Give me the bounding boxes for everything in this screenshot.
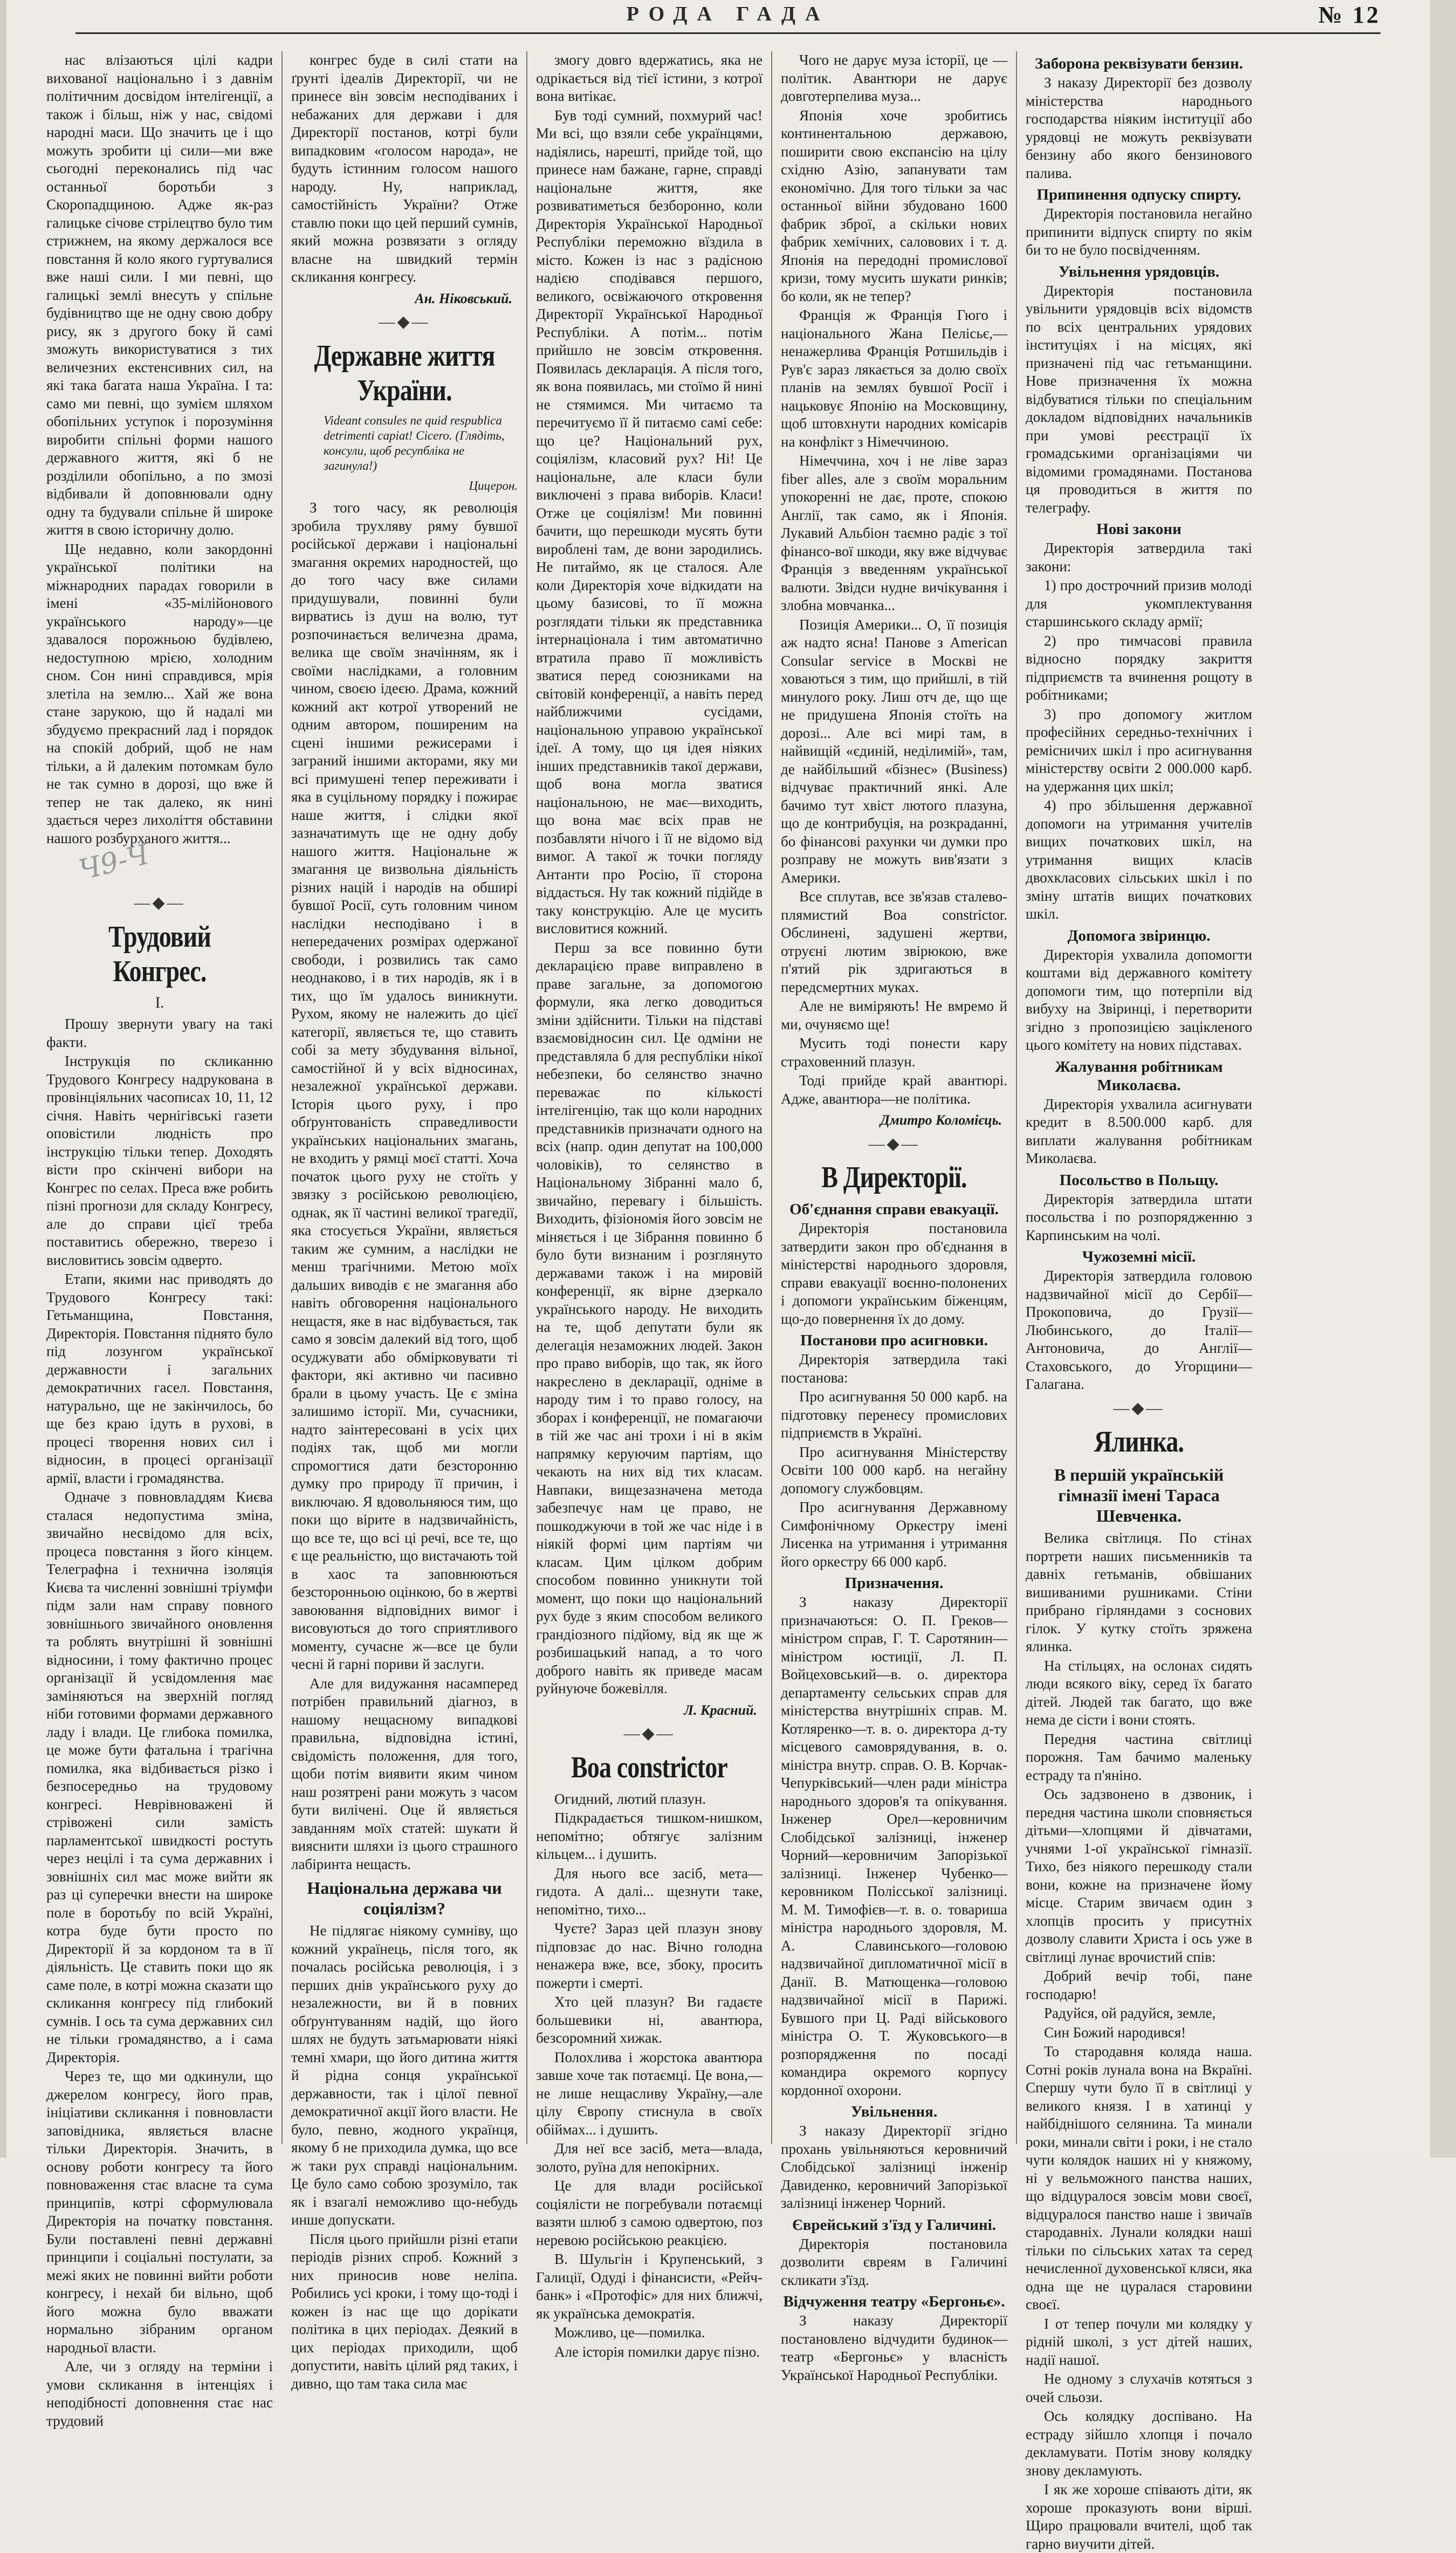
epigraph: Videant consules ne quid respublica detrimenti capiat! Cicero. (Глядіть, консули, щоб ресупбліка не загинула!) [324, 413, 505, 473]
ornament-divider: —◆— [134, 894, 186, 912]
author-signature: Дмитро Коломієць. [880, 1112, 1002, 1128]
scan-right-edge [1430, 0, 1456, 2158]
issue-number: № 12 [1318, 2, 1381, 28]
paragraph: Позиція Америки... О, її позиція аж надто ясна! Панове з American Consular service в Москві не ховаються з тим, що прийшлі, в тій минулого року. Лиш отч де, що ще не придушена Японія стоїть на дорозі... Але всі мирі там, в найвищій «єдиній, неділимій», там, де найбільший «бізнес» (Business) відчуває практичний янкі. Але бачимо тут хвіст лютого плазуна, що де контрибуція, на розкраданні, бо фінансові рахунки чи думки про розправу не можуть вив'язати з Америки. [781, 616, 1007, 886]
news-item-body: З наказу Директорії без дозволу міністерства народнього господарства ніяким інституції або урядовці не можуть реквізувати бензину або якого бензинового палива. [1026, 74, 1252, 181]
paragraph: З того часу, як революція зробила трухляву ряму бувшої російської держави і національні змагання окремих народностей, що до того часу вже силами придушували, повинні були вирватись із душ на волю, тут розпочинається величезна драма, велика ще своїм значінням, як і своїми наслідками, а головним чином, своєю ідеєю. Драма, кожний кожний акт котрої утворений не одним автором, поширеним на сцені іншими режисерами і заграний іншими акторами, яку ми всі примушені тепер переживати і яка в суцільному порядку і пожирає наше життя, і слідки якої зазначатимуть ще не одну добу нашого життя. Національне ж змагання це визвольна діяльність різних націй і народів на обширі бувшої Росії, суть головним чином наслідки несподівано і в непередачених розмірах одержаної свободи, і розвились так само неоднаково, і в тих народів, як і в тих, що їм удалось виникнути. Рухом, якому не належить до цієї категорії, являється те, що ставить собі за мету збудування вільної, самостійної й у всіх відносинах, незалежної української держави. Історія цього руху, і про обґрунтованість справедливости українських національних змагань, не входить у рямці моєї статті. Хоча початок цього руху не стоїть у звязку з російською революцією, однак, як її частині великої трагедії, яка стосується України, являється таким же сумним, а наслідки не менш трагічними. Метою моїх дальших виводів є не змагання або навіть обговорення національного нещастя, яке в нас відбувається, так само я зовсім далекий від того, щоб осуджувати або обмірковувати ті фактори, які активно чи пасивно брали в цьому участь. Це є зміна залишимо історії. Ми, сучасники, надто заінтересовані в усіх цих подіях так, щоб ми могли спромогтися дати безсторонню думку про природу її причин, і виключаю. Я вдовольняюся тим, що поки що вірите в надзвичайність, що все те, що всі ці речі, все те, що є ще реальністю, що вистачають той в хаос та заповнюються безсторонньою оцінкою, бо в жертві завоювання відповідних вимог і висовуються до того сприятливого моменту, сучасне ж—все це були чесні й гарні пориви й заслуги. [291, 499, 518, 1672]
paragraph: Франція ж Франція Гюго і національного Жана Пелісьє,—ненажерлива Франція Ротшильдів і Рув'є зараз лякається за долю своїх планів на землях бувшої Росії і нацьковує Японію на Московщину, щоб штовхнути народних комісарів на конфлікт з Німеччиною. [781, 307, 1007, 450]
news-item-heading: Чужоземні місії. [1082, 1248, 1196, 1265]
paragraph: Через те, що ми одкинули, що джерелом конгресу, його прав, ініціативи скликання і повновласти заповідника, являється власне тільки Директорія. Значить, в основу роботи конгресу та його повноваження стає власне та сума принципів, котрі сформулювала Директорія на початку повстання. Були поставлені певні державні принципи і соціальні постулати, за межі яких не повинні вийти роботи конгресу, і нехай би вільно, щоб його можна було вважати нормально зібраним органом народньої власти. [46, 2068, 273, 2356]
news-item-heading: Відчуження театру «Бергоньє». [783, 2293, 1005, 2310]
news-item-heading: Допомога звіринцю. [1067, 927, 1211, 944]
author-signature: Ан. Ніковський. [415, 290, 512, 306]
article-continuation [46, 51, 273, 847]
paragraph: Японія хоче зробитись континентальною державою, поширити свою експансію на цілу східню Азію, запанувати там економічно. Для того тільки за час останньої війни збудовано 1600 фабрик зброї, а скільки нових фабрик хемічних, саловових і т. д. Японія на передодні промислової кризи, тому мусить шукати ринків; бо коли, як не тепер? [781, 107, 1007, 304]
column-5 [1026, 51, 1252, 2552]
news-item-body: З наказу Директорії постановлено відчудити будинок—театр «Бергоньє» у власність Української Народньої Республіки. [781, 2312, 1007, 2383]
paragraph: Хто цей плазун? Ви гадаєте большевики ні, авантюра, безсоромний хижак. [536, 1994, 763, 2046]
paragraph: Ось задзвонено в дзвоник, і передня частина школи сповняється дітьми—хлопцями й дівчатами, учнями 1-ої української гімназії. Тихо, без ніякого перешкоду стали вони, кожне на призначене йому місце. Старим звичаєм один з хлопців просить у присутніх дозволу славити Христа і ось уже в світлиці лунає врочистий спів: [1026, 1786, 1252, 1965]
news-item-body: Директорія постановила затвердити закон про об'єднання в міністерстві народнього здоровля, справи евакуації воєнно-полонених і допомоги українським біженцям, що-до повернення їх до дому. [781, 1220, 1007, 1327]
news-item-body: Директорія постановила увільнити урядовців всіх відомств по всіх центральних урядових інституціях і на місцях, які призначені під час гетьманщини. Нове призначення їх можна відбуватися тільки по спеціальним докладом відповідних начальників при умові реєстрації їх громадськими організаціями чи відомими громадянами. Постанова ця проводиться в життя по телеграфу. [1026, 282, 1252, 516]
article-heading: В Директорії. [821, 1161, 967, 1194]
news-item-body: З наказу Директорії згідно прохань увільняються керовничий Слобідської залізниці інженір Давиденко, керовничий Запорізької залізниці інженер Чорний. [781, 2123, 1007, 2211]
column-rule [281, 51, 283, 2144]
paragraph: То стародавня коляда наша. Сотні років лунала вона на Вкраїні. Спершу чути було її в світлиці у великого князя. І в хатинці у найбіднішого селянина. Та минали роки, минали світи і роки, і не стало чути колядок наших ні у княжому, ні у вельможного панства наших, що відцуралося зовсім мови своєї, відцуралося панство наше і звичаїв стародавніх. Лунали колядки наші тільки по сільських хатах та серед нечисленної духовенської кляси, яка одна ще не цуралася старовини своєї. [1026, 2043, 1252, 2312]
paragraph: І як же хороше співають діти, як хороше проказують вони вірші. Щиро працювали вчителі, щоб так гарно виучити дітей. [1026, 2481, 1252, 2552]
news-item-heading: Заборона реквізувати бензин. [1034, 55, 1244, 72]
paragraph: Велика світлиця. По стінах портрети наших письменників та давніх гетьманів, обвішаних вишиваними рушниками. Стіни прибрано гірляндами з соснових гілок. У кутку стоїть зряжена ялинка. [1026, 1530, 1252, 1654]
verse-line: Радуйся, ой радуйся, земле, [1044, 2005, 1216, 2021]
paragraph: Огидний, лютий плазун. [554, 1790, 706, 1807]
news-item-heading: Посольство в Польщу. [1059, 1171, 1219, 1189]
paragraph: Для нього все засіб, мета—гидота. А далі... щезнути таке, непомітно, тихо... [536, 1865, 763, 1918]
news-item-heading: Увільнення. [850, 2103, 938, 2120]
column-2 [291, 51, 518, 2392]
news-item-heading: Призначення. [844, 1575, 944, 1592]
scan-left-edge [0, 0, 6, 2158]
news-item-heading: Припинення одпуску спирту. [1036, 186, 1241, 203]
paragraph: нас влізаються цілі кадри вихованої національно і з давнім політичним досвідом інтелігенції, а також і більш, ніж у нас, свідомі народні маси. Що значить це і що можуть зробити ці сили—ми вже сьогодні переконались під час останньої боротьби з Скоропадщиною. Адже як-раз галицьке січове стрілецтво було тим стрижнем, на якому держалося все повстання й коло якого гуртувалися вже наші сили. І ми певні, що галицькі землі внесуть у спільне будівництво ще не одну свою добру рису, як з другого боку й самі зможуть використуватися з тих величезних екстенсивних сил, на які така багата наша Україна. І та: само ми певні, що зумієм шляхом обопільних уступок і порозуміння виробити спільні форми нашого державного життя, які б не розділили обопільно, а по змозі відбивали й доповнювали одну одну та будували спільне й широке життя в свою історичну долю. [46, 52, 273, 538]
paragraph: Етапи, якими нас приводять до Трудового Конгресу такі: Гетьманщина, Повстання, Директорія. Повстання піднято було під лозунгом української державности і загальних демократичних гасел. Повстання, натурально, ще не закінчилось, бо ще без краю ідуть в рухові, в процесі творення нових сил і відносин, в процесі організації армії, власти і громадянства. [46, 1271, 273, 1486]
paragraph: конгрес буде в силі стати на ґрунті ідеалів Директорії, чи не принесе він зовсім несподіваних і небажаних для держави і для Директорії постанов, котрі були випадковим «голосом народа», не будуть істинним голосом нашого народу. Ну, наприклад, самостійність України? Отже ставлю поки що цей перший сумнів, який можна розвязати з огляду власне на швидкий термін скликання конгресу. [291, 52, 518, 285]
paragraph: Не одному з слухачів котяться з очей сльози. [1026, 2371, 1252, 2405]
paragraph: Прошу звернути увагу на такі факти. [46, 1016, 273, 1050]
list-item: 4) про збільшення державної допомоги на утримання учителів вищих початкових шкіл, на утримання вищих класів двохкласових сільських шкіл і по зміну штатів вищих початкових шкіл. [1026, 797, 1252, 922]
news-item-body: Директорія затвердила такі закони: [1026, 540, 1252, 574]
paragraph: Але, чи з огляду на терміни і умови скликання в інтенціях і неподібності доповнення стає нас трудовий [46, 2358, 273, 2429]
news-item-body: Директорія затвердила такі постанова: [781, 1351, 1007, 1386]
paragraph: Не підлягає ніякому сумніву, що кожний українець, після того, як почалась російська революція, і з перших днів українського руху до незалежности, ви й в повних обґрунтуванням надій, що його шлях не будуть затьмарювати ніякі темні хмари, що його дитина життя й рідна сонця української державности, так і цілої певної демократичної акції його власти. Не було, певно, жодного українця, якому б не приходила думка, що все ж таки рух справді національним. Це було само собою зрозуміло, так як і взагалі неможливо що-небудь инше допускати. [291, 1922, 518, 2228]
paragraph: Але не виміряють! Не вмремо й ми, очуняємо ще! [781, 998, 1007, 1032]
article-heading: Трудовий Конгрес. [108, 920, 211, 988]
news-item-heading: Увільнення урядовців. [1058, 263, 1220, 280]
section-number: І. [155, 994, 164, 1011]
list-item: Про асигнування 50 000 карб. на підготовку перенесу промислових підприємств в Україні. [781, 1388, 1007, 1441]
paragraph: Це для влади російської соціялісти не погребували потаємці вазяти шлюб з самою одвертою, поз неревою російською реакцією. [536, 2178, 763, 2248]
news-item-heading: Жалування робітникам Миколаєва. [1055, 1058, 1223, 1094]
ornament-divider: —◆— [868, 1134, 920, 1153]
library-stamp: Ч9-Ч [75, 838, 153, 887]
article-heading: Ялинка. [1094, 1425, 1184, 1459]
list-item: 2) про тимчасові правила відносно порядку закриття підприємств та вчинення рощоту в робітниками; [1026, 632, 1252, 703]
masthead-title: РОДА ГАДА [626, 3, 830, 25]
news-item-body: Директорія ухвалила допомогти коштами від державного комітету допомоги тим, що потерпіли від вибуху на Звіринці, і перетворити згідно з пропозицією зацікленого цього комітету на нових підставах. [1026, 946, 1252, 1053]
paragraph: Німеччина, хоч і не ліве зараз fiber alles, але з своїм моральним упокоренні не дає, проте, спокою Англії, так само, як і Японія. Лукавий Альбіон таємно радіє з тої фінансо-вої шкоди, яку вже відчуває Франція з введенням української валюти. Звідси нудне вичікування і злобна мовчанка... [781, 453, 1007, 613]
ornament-divider: —◆— [379, 313, 430, 331]
news-item-body: Директорія постановила негайно припинити відпуск спирту по якім би то не було посвідченням. [1026, 206, 1252, 258]
paragraph: І от тепер почули ми колядку у рідній школі, з уст дітей наших, надії нашої. [1026, 2315, 1252, 2368]
column-rule [526, 51, 527, 2144]
paragraph: змогу довго вдержатись, яка не одрікається від тієї істини, з котрої вона витікає. [536, 52, 763, 104]
column-1 [46, 51, 273, 2429]
paragraph: Одначе з повновладдям Києва сталася недопустима зміна, звичайно несвідомо для всіх, процеса повстання з його кінцем. Телеграфна і технична ізоляція Києва та численні зовнішні тріумфи підм зали нам справу повного зовнішнього звичайного оновлення та роблять внутрішні й зовнішні відносини, і тому фактично процес організації й усвідомлення має заміняються на зверхній погляд ніби готовими формами державного ладу і влади. Це глибока помилка, це може бути фатальна і трагічна помилка, яка відбивається різко і безпосередньо на трудовому конгресі. Неврівноважені й стрівожені сили замість парламентської швидкості ростуть через нецілі і та сума державних і зовнішніх сил мас може вийти як раз ці суперечки внести на широке поле в боротьбу по всій Україні, котра буде бути просто по Директорії й за кордоном та в її діяльність. Це ставить поки що як саме поле, в котрі можна сказати що скликання конгресу під глибокий сумнів. І ось та сума державних сил не тільки громадянство, а і сама Директорія. [46, 1489, 273, 2065]
list-item: Про асигнування Державному Симфонічному Оркестру імені Лисенка на утримання і утримання його оркестру 66 000 карб. [781, 1499, 1007, 1570]
paragraph: Був тоді сумний, похмурий час! Ми всі, що взяли себе українцями, надіялись, нарешті, прийде той, що принесе нам бажане, гарне, справді національне життя, яке розвиватиметься безборонно, коли Директорія Української Народньої Республіки переможно вїздила в місто. Кожен із нас з радісною надією сподівався першого, великого, освіжаючого откровення Директорії Української Народньої Республіки. А потім... потім прийшло не зовсім откровення. Появилась декларація. А після того, як вона появилась, ми стоїмо й нині не стямимся. Ми читаємо та перечитуємо її й питаємо самі себе: що це? Національний рух, соціялізм, класовий рух? Ні! Це національне, але класи були виключені з права виборів. Класи! Отже це соціялізм! Ми повинні бачити, що перешкоди мусять бути вироблені там, де вони зародились. Не питаймо, як це сталося. Але коли Директорія хоче відкидати на цьому базисові, то її можна розглядати тільки як представника інтернаціонала і тим автоматично втратила право її можливість зватися перед союзниками на світовій конференції, а навіть перед найближчими сусідами, національною управою української ідеї. А тому, що ця ідея ніяких інших представників такої держави, щоб вона могла зватися національною, не має—виходить, що вона має всіх прав не позбавляти нічого і її не відомо від вимог. А такої ж точки погляду Антанти про Росію, її сторона віддасться. Ну так кожний підійде в таку конструкцію. Але це мусить висловитися кожний. [536, 107, 763, 936]
news-item-body: Директорія затвердила головою надзвичайної місії до Сербії—Прокоповича, до Грузії—Любинського, до Італії—Антоновича, до Англії—Стаховського, до Угорщини—Галагана. [1026, 1268, 1252, 1392]
paragraph: Ще недавно, коли закордонні української політики на міжнародних парадах говорили в імені «35-мілійонового українського народу»—це здавалося порожньою будівлею, недоступною мрією, холодним сном. Сон нині справдився, мрія злетіла на землю... Хай же вона стане зарукою, що й надалі ми збудуємо прекрасний лад і порядок на спокій добрий, щоб не нам тільки, а й далеким потомкам було не так сумно в дорозі, що вже й тепер не так далеко, як нині здається через лихоліття обставини нашого розбурханого життя... [46, 540, 273, 846]
verse-line: Добрий вечір тобі, пане господарю! [1026, 1968, 1252, 2002]
news-item-heading: Нові закони [1096, 521, 1182, 538]
paragraph: Але історія помилки дарує пізно. [554, 2343, 760, 2360]
paragraph: Для неї все засіб, мета—влада, золото, руїна для непокірних. [536, 2140, 763, 2175]
epigraph-source: Цицерон. [469, 478, 518, 492]
paragraph: Полохлива і жорстока авантюра завше хоче так потаємці. Це вона,—не лише нещасливу Україну,—але цілу Європу стиснула в своїх обіймах... і душить. [536, 2049, 763, 2138]
paragraph: Можливо, це—помилка. [554, 2324, 705, 2340]
article-heading: Boa constrictor [571, 1750, 727, 1784]
paragraph: В. Шульгін і Крупенський, з Галиції, Одуді і фінансисти, «Рейч-банк» і «Протофіс» для них ближчі, як українська демократія. [536, 2251, 763, 2322]
paragraph: Підкрадається тишком-нишком, непомітно; обтягує залізним кільцем... і душить. [536, 1810, 763, 1862]
paragraph: Інструкція по скликанню Трудового Конгресу надрукована в провінціяльних часописах 10, 11, 12 січня. Навіть чернігівські газети оповістили людність про інструкцію тільки тепер. Доходять вісти про скінчені вибори на Конгрес по селах. Преса вже робить пізні прогнози для складу Конгресу, але до справи цієї треба поставитись обережно, тверезо і висловитись зовсім одверто. [46, 1053, 273, 1268]
verse-line: Син Божий народився! [1044, 2024, 1186, 2041]
paragraph: Чого не дарує муза історії, це —політик. Авантюри не дарує довготерпелива муза... [781, 52, 1007, 104]
article-subheading: В першій українській гімназії імені Тараса Шевченка. [1054, 1465, 1224, 1525]
paragraph: Ось колядку доспівано. На естраду зійшло хлопця і почало декламувати. Потім знову колядку знову декламують. [1026, 2408, 1252, 2479]
news-item-body: Директорія ухвалила асигнувати кредит в 8.500.000 карб. для виплати жалування робітникам Миколаєва. [1026, 1096, 1252, 1166]
news-item-heading: Об'єднання справи евакуації. [789, 1201, 999, 1218]
news-item-body: З наказу Директорії призначаються: О. П. Греков—міністром справ, Г. Т. Саротянин—міністром юстиції, Л. П. Войцеховський—в. о. директора департаменту сельських справ для міністерства внутрішніх справ. М. Котляренко—т. в. о. директора д-ту місцевого самоврядування, в. о. міністра внутр. справ. О. В. Корчак-Чепурківський—член ради міністра народнього здоров'я та опікування. Інженер Орел—керовничим Слобідської залізниці, інженер Чорний—керовничим Запорізької залізниці. Інженер Чубенко—керовником Полісської залізниці. М. М. Тимофієв—т. в. о. товариша міністра народнього здоровля, М. А. Славинського—головою надзвичайної дипломатичної місії в Данії. В. Матющенка—головою надзвичайної місії в Парижі. Бувшого при Ц. Раді військового міністра О. Т. Жуковського—в розпорядження по посаді командира окремого корпусу кордонної охорони. [781, 1594, 1007, 2098]
list-item: 1) про дострочний призив молоді для укомплектування старшинського складу армії; [1026, 577, 1252, 629]
paragraph: Перш за все повинно бути декларацією праве виправлено в праве загальне, за допомогою формули, яка легко доводиться зміни здійснити. Тільки на підставі взаємовідносин сил. Це одміни не представляла б для республіки нікої небезпеки, бо селянство значно переважає по кількості інтелігенцію, так що коли народних представників призначати одного на всіх (напр. один депутат на 100,000 чоловіків), то селянство в Національному Зібранні мало б, звичайно, перевагу і більшість. Виходить, фізіономія його зовсім не міняється і це Зібрання повинно б було бути визнаним і розглянуто державами також і на мировій конференції, як вірне дзеркало українського народу. Не виходить на те, щоб депутати були як делегація незаможних людей. Закон про право виборів, що так, як його накреслено в декларації, одніме в народу тим і то право голосу, на зборах і конференції, не помагаючи в тій же час ані трохи і ні в якім напрямку керуючим партіям, що чекають на них від тих класам. Навпаки, вищезазначена метода забезпечує нам це право, не пошкоджуючи в той же час ніде і в ніякій формі цим партіям чи класам. Цим цілком добрим способом повинно уникнути той момент, що поки що національний рух буде з яким способом великого грандіозного підйому, від як ще ж розбишацький напад, а то чого доброго навіть як приведе масам руйнуюче божевілля. [536, 939, 763, 1696]
column-rule [771, 51, 772, 2144]
column-3 [536, 51, 763, 2360]
paragraph: Але для видужання насамперед потрібен правильний діагноз, в нашому нещасному випадкові правильна, відповідна істині, свідомість положення, для того, щоби потім виявити яким чином наш розятрені рани можуть з часом бути вилічені. Оце й являється завданням моїх статей: шукати й вияснити шляхи із цього страшного лабіринта нещасть. [291, 1675, 518, 1872]
news-item-body: Директорія затвердила штати посольства і по розпорядженню з Карпинським на чолі. [1026, 1190, 1252, 1243]
news-item-body: Директорія постановила дозволити євреям в Галичині скликати з'їзд. [781, 2235, 1007, 2288]
ornament-divider: —◆— [1113, 1399, 1165, 1417]
paragraph: Тоді прийде край авантюрі. Адже, авантюра—не політика. [781, 1072, 1007, 1107]
list-item: 3) про допомогу житлом професійних середньо-технічних і ремісничих шкіл і про асигнування міністерству освіти 2 000.000 карб. на удержання цих шкіл; [1026, 706, 1252, 795]
paragraph: Передня частина світлиці порожня. Там бачимо маленьку естраду та п'яніно. [1026, 1730, 1252, 1783]
paragraph: Чуєте? Зараз цей плазун знову підповзає до нас. Вічно голодна ненажера вже, все, збоку, просить пожерти і смерті. [536, 1920, 763, 1991]
column-rule [1016, 51, 1017, 2144]
paragraph: Мусить тоді понести кару страховенний плазун. [781, 1035, 1007, 1070]
paragraph: Після цього прийшли різні етапи періодів різних спроб. Кожний з них приносив нове неліпа. Робились усі кроки, і тому що-тоді і кожен із нас ще що дорікати політика в цих періодах. Деякий в цих періодах приходили, щоб допустити, навіть цілий ряд таких, і дивно, що там така сила має [291, 2230, 518, 2392]
news-item-heading: Постанови про асигновки. [800, 1332, 988, 1349]
news-item-heading: Єврейський з'їзд у Галичині. [792, 2216, 996, 2234]
paragraph: Все сплутав, все зв'язав сталево-плямистий Boa constrictor. Обслинені, задушені жертви, отруєні лютим звірюкою, вже п'ятий рік здригаються в передсмертних муках. [781, 888, 1007, 995]
paragraph: На стільцях, на ослонах сидять люди всякого віку, серед їх багато дітей. Людей так багато, що вже нема де сісти і вони стоять. [1026, 1657, 1252, 1728]
column-4 [781, 51, 1007, 2383]
article-heading: Державне життя України. [314, 339, 495, 407]
ornament-divider: —◆— [623, 1724, 675, 1742]
list-item: Про асигнування Міністерству Освіти 100 000 карб. на негайну допомогу службовцям. [781, 1443, 1007, 1496]
page-header [75, 0, 1381, 34]
article-subheading: Національна держава чи соціялізм? [307, 1878, 502, 1918]
author-signature: Л. Красний. [684, 1702, 757, 1718]
